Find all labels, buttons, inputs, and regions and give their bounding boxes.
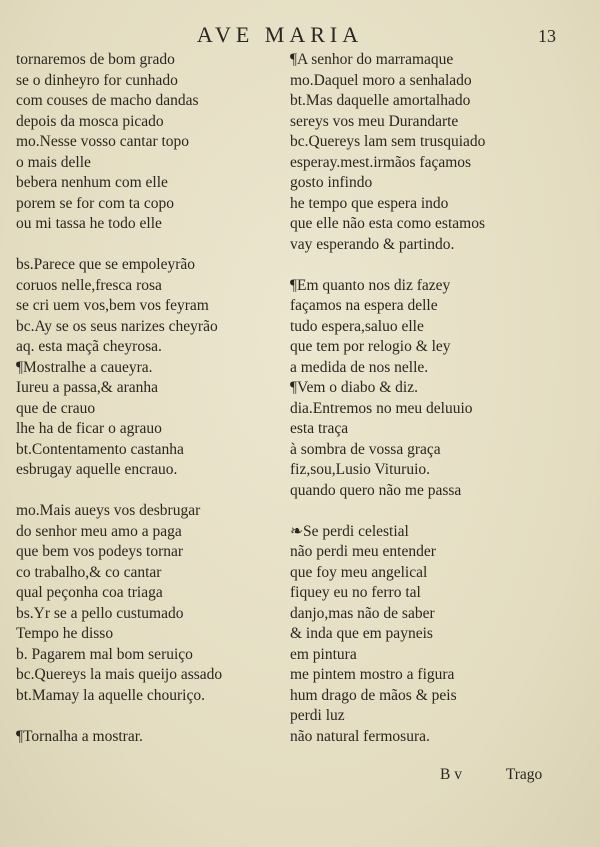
right-verse-line: gosto infindo: [290, 174, 373, 191]
right-text-column: [290, 50, 550, 747]
right-verse-line: danjo,mas não de saber: [290, 604, 435, 622]
page-number: 13: [538, 26, 556, 46]
left-verse-line: ¶Tornalha a mostrar.: [16, 727, 143, 745]
right-verse-line: que elle não esta como estamos: [290, 215, 485, 232]
right-verse-line: he tempo que espera indo: [290, 194, 449, 212]
right-verse-line: perdi luz: [290, 707, 345, 724]
right-verse-line: ¶Em quanto nos diz fazey: [290, 276, 451, 294]
left-verse-line: ¶Mostralhe a caueyra.: [16, 358, 153, 376]
left-stanza-break: [16, 235, 276, 256]
left-verse-line: do senhor meu amo a paga: [16, 522, 182, 540]
left-verse-line: se cri uem vos,bem vos feyram: [16, 297, 209, 314]
signature-mark: B v: [440, 766, 462, 783]
catchword: Trago: [505, 766, 543, 783]
right-verse-line: à sombra de vossa graça: [290, 440, 441, 458]
right-verse-line: ❧Se perdi celestial: [290, 522, 409, 540]
right-verse-line: fiz,sou,Lusio Vituruio.: [290, 461, 430, 478]
right-verse-line: façamos na espera delle: [290, 297, 438, 314]
left-verse-line: lhe ha de ficar o agrauo: [16, 420, 162, 437]
left-verse-line: que de crauo: [16, 399, 96, 417]
right-verse-line: esperay.mest.irmãos façamos: [290, 153, 472, 171]
right-verse-line: tudo espera,saluo elle: [290, 317, 424, 335]
page-header: [0, 22, 600, 52]
left-verse-line: bebera nenhum com elle: [16, 174, 168, 191]
right-verse-line: & inda que em payneis: [290, 625, 433, 642]
left-verse-line: bc.Quereys la mais queijo assado: [16, 666, 223, 683]
left-stanza-break: [16, 706, 276, 727]
right-verse-line: quando quero não me passa: [290, 481, 462, 499]
left-verse-line: coruos nelle,fresca rosa: [16, 276, 162, 294]
right-verse-line: vay esperando & partindo.: [290, 235, 455, 253]
left-verse-line: Iureu a passa,& aranha: [16, 379, 159, 396]
left-verse-line: bt.Contentamento castanha: [16, 440, 184, 458]
right-verse-line: a medida de nos nelle.: [290, 358, 429, 376]
left-verse-line: esbrugay aquelle encrauo.: [16, 461, 178, 478]
left-verse-line: b. Pagarem mal bom seruiço: [16, 645, 193, 663]
right-verse-line: bc.Quereys lam sem trusquiado: [290, 133, 486, 150]
left-verse-line: bt.Mamay la aquelle chouriço.: [16, 686, 205, 704]
left-verse-line: que bem vos podeys tornar: [16, 543, 184, 560]
left-stanza-break: [16, 481, 276, 502]
left-verse-line: aq. esta maçã cheyrosa.: [16, 338, 162, 355]
left-verse-line: bc.Ay se os seus narizes cheyrão: [16, 317, 218, 335]
left-verse-line: o mais delle: [16, 153, 91, 171]
right-stanza-break: [290, 255, 550, 276]
right-verse-line: ¶A senhor do marramaque: [290, 51, 454, 68]
left-verse-line: bs.Parece que se empoleyrão: [16, 256, 196, 273]
left-verse-line: com couses de macho dandas: [16, 92, 199, 109]
left-verse-line: ou mi tassa he todo elle: [16, 215, 162, 232]
left-verse-line: se o dinheyro for cunhado: [16, 71, 178, 89]
left-verse-line: Tempo he disso: [16, 625, 114, 642]
right-verse-line: fiquey eu no ferro tal: [290, 584, 421, 601]
right-verse-line: ¶Vem o diabo & diz.: [290, 379, 418, 396]
right-verse-line: mo.Daquel moro a senhalado: [290, 71, 472, 89]
right-verse-line: sereys vos meu Durandarte: [290, 112, 459, 130]
left-verse-line: qual peçonha coa triaga: [16, 584, 163, 601]
left-verse-line: mo.Mais aueys vos desbrugar: [16, 502, 201, 519]
right-verse-line: em pintura: [290, 645, 357, 663]
right-verse-line: não natural fermosura.: [290, 727, 430, 745]
right-verse-line: hum drago de mãos & peis: [290, 686, 457, 704]
right-verse-line: me pintem mostro a figura: [290, 666, 455, 683]
right-verse-line: esta traça: [290, 420, 349, 437]
running-title: AVE MARIA: [196, 22, 364, 47]
right-verse-line: que tem por relogio & ley: [290, 338, 451, 355]
right-stanza-break: [290, 501, 550, 522]
right-verse-line: não perdi meu entender: [290, 543, 436, 560]
left-text-column: [16, 50, 276, 747]
right-verse-line: que foy meu angelical: [290, 563, 428, 581]
left-verse-line: co trabalho,& co cantar: [16, 563, 162, 581]
left-verse-line: porem se for com ta copo: [16, 194, 174, 212]
left-verse-line: mo.Nesse vosso cantar topo: [16, 133, 190, 150]
right-verse-line: bt.Mas daquelle amortalhado: [290, 92, 471, 109]
right-verse-line: dia.Entremos no meu deluuio: [290, 399, 473, 417]
left-verse-line: bs.Yr se a pello custumado: [16, 604, 184, 622]
page-footer: [440, 766, 542, 784]
left-verse-line: depois da mosca picado: [16, 112, 164, 130]
left-verse-line: tornaremos de bom grado: [16, 51, 175, 68]
